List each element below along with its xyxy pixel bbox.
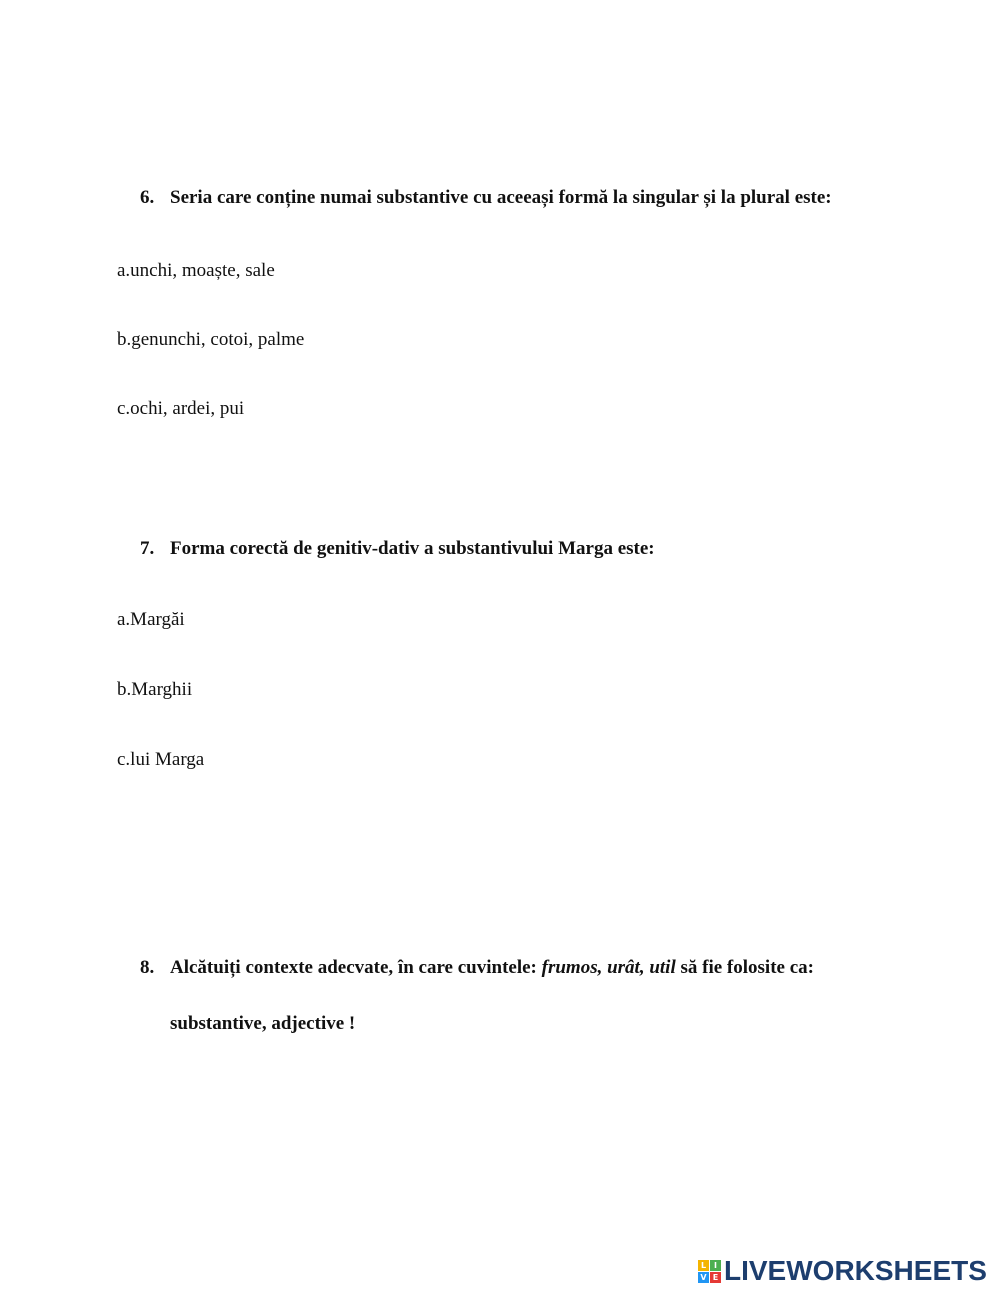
logo-letter-l: L (698, 1260, 709, 1271)
question-text: Seria care conține numai substantive cu aceeași formă la singular și la plural este: (170, 187, 832, 208)
liveworksheets-logo-icon (698, 1260, 721, 1283)
question-number: 8. (140, 957, 155, 978)
question-7 (140, 538, 655, 560)
question-text-after: să fie folosite ca: (675, 957, 814, 978)
option-6c: c.ochi, ardei, pui (117, 398, 245, 419)
option-6a: a.unchi, moaște, sale (117, 260, 275, 281)
question-text: Forma corectă de genitiv-dativ a substantivului Marga este: (170, 538, 655, 559)
question-number: 7. (140, 538, 155, 559)
logo-letter-i: I (710, 1260, 721, 1271)
question-number: 6. (140, 187, 155, 208)
logo-letter-e: E (710, 1272, 721, 1283)
logo-letter-v: V (698, 1272, 709, 1283)
question-text-before: Alcătuiți contexte adecvate, în care cuvintele: (170, 957, 542, 978)
option-7c: c.lui Marga (117, 749, 205, 770)
question-8-line2: substantive, adjective ! (170, 1013, 356, 1034)
question-8 (140, 957, 814, 979)
question-text-italic: frumos, urât, util (541, 957, 676, 978)
liveworksheets-logo (698, 1255, 987, 1287)
logo-text: LIVEWORKSHEETS (724, 1255, 987, 1286)
option-6b: b.genunchi, cotoi, palme (117, 329, 305, 350)
option-7b: b.Marghii (117, 679, 193, 700)
question-6 (140, 187, 832, 209)
option-7a: a.Margăi (117, 609, 185, 630)
